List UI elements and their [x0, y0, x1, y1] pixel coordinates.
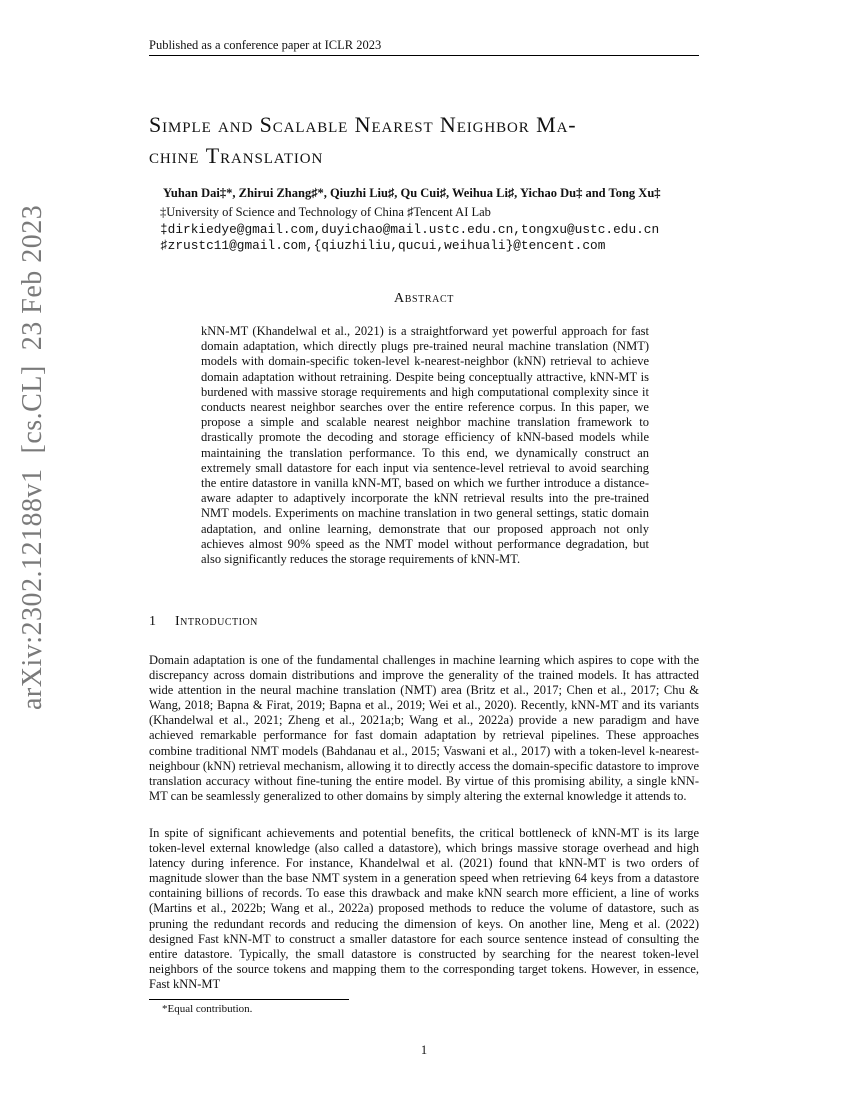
abstract-text: kNN-MT (Khandelwal et al., 2021) is a straightforward yet powerful approach for fast domain adaptation, which directly plugs pre-trained neural machine translation (NMT) models with domain-specific token-level k-nearest-neighbor (kNN) retrieval to achieve domain adaptation without retraining. Despite being conceptually attractive, kNN-MT is burdened with massive storage requirements and high computational complexity since it conducts nearest neighbor searches over the entire reference corpus. In this paper, we propose a simple and scalable nearest neighbor machine translation framework to drastically promote the decoding and storage efficiency of kNN-based models while maintaining the translation performance. To this end, we dynamically construct an extremely small datastore for each input via sentence-level retrieval to avoid searching the entire datastore in vanilla kNN-MT, based on which we further introduce a distance-aware adapter to adaptively incorporate the kNN retrieval results into the pre-trained NMT models. Experiments on machine translation in two general settings, static domain adaptation, and online learning, demonstrate that our proposed approach not only achieves almost 90% speed as the NMT model without performance degradation, but also significantly reduces the storage requirements of kNN-MT.	[201, 324, 649, 567]
email-line-1: ‡dirkiedye@gmail.com,duyichao@mail.ustc.edu.cn,tongxu@ustc.edu.cn	[160, 222, 660, 237]
email-line-2: ♯zrustc11@gmail.com,{qiuzhiliu,qucui,weihuali}@tencent.com	[160, 238, 606, 253]
running-header: Published as a conference paper at ICLR 2023	[149, 38, 382, 52]
author-list: Yuhan Dai‡*, Zhirui Zhang♯*, Qiuzhi Liu♯, Qu Cui♯, Weihua Li♯, Yichao Du‡ and Tong Xu‡	[163, 186, 661, 200]
title-line-1: Simple and Scalable Nearest Neighbor Ma-	[149, 112, 577, 137]
paper-title	[149, 109, 709, 171]
header-rule	[149, 55, 699, 56]
arxiv-identifier-stamp: arXiv:2302.12188v1 [cs.CL] 23 Feb 2023	[17, 204, 48, 710]
section-heading-introduction: 1 Introduction	[149, 614, 258, 629]
footnote-rule	[149, 999, 349, 1000]
section-number: 1	[149, 614, 157, 629]
intro-paragraph-2: In spite of significant achievements and potential benefits, the critical bottleneck of kNN-MT is its large token-level external knowledge (also called a datastore), which brings massive storage overhead and high latency during inference. For instance, Khandelwal et al. (2021) found that kNN-MT is two orders of magnitude slower than the base NMT system in a generation speed when retrieving 64 keys from a datastore containing billions of records. To ease this drawback and make kNN search more efficient, a line of works (Martins et al., 2022b; Wang et al., 2022a) proposed methods to reduce the volume of datastore, such as pruning the redundant records and reducing the dimension of keys. On another line, Meng et al. (2022) designed Fast kNN-MT to construct a smaller datastore for each source sentence instead of consulting the entire datastore. Typically, the small datastore is constructed by searching for the nearest token-level neighbors of the source tokens and mapping them to the corresponding target tokens. However, in essence, Fast kNN-MT	[149, 826, 699, 991]
affiliations: ‡University of Science and Technology of China ♯Tencent AI Lab	[160, 205, 491, 219]
page-number: 1	[420, 1043, 428, 1057]
intro-paragraph-1: Domain adaptation is one of the fundamental challenges in machine learning which aspires to cope with the discrepancy across domain distributions and improve the generality of the trained models. It has attracted wide attention in the neural machine translation (NMT) area (Britz et al., 2017; Chen et al., 2017; Chu & Wang, 2018; Bapna & Firat, 2019; Bapna et al., 2019; Wei et al., 2020). Recently, kNN-MT and its variants (Khandelwal et al., 2021; Zheng et al., 2021a;b; Wang et al., 2022a) provide a new paradigm and have achieved remarkable performance for fast domain adaptation by retrieval pipelines. These approaches combine traditional NMT models (Bahdanau et al., 2015; Vaswani et al., 2017) with a token-level k-nearest-neighbour (kNN) retrieval mechanism, allowing it to directly access the domain-specific datastore to improve translation accuracy without fine-tuning the entire model. By virtue of this promising ability, a single kNN-MT can be seamlessly generalized to other domains by simply altering the external knowledge it attends to.	[149, 653, 699, 803]
footnote: *Equal contribution.	[162, 1003, 253, 1015]
abstract-heading: Abstract	[394, 291, 454, 306]
title-line-2: chine Translation	[149, 143, 324, 168]
